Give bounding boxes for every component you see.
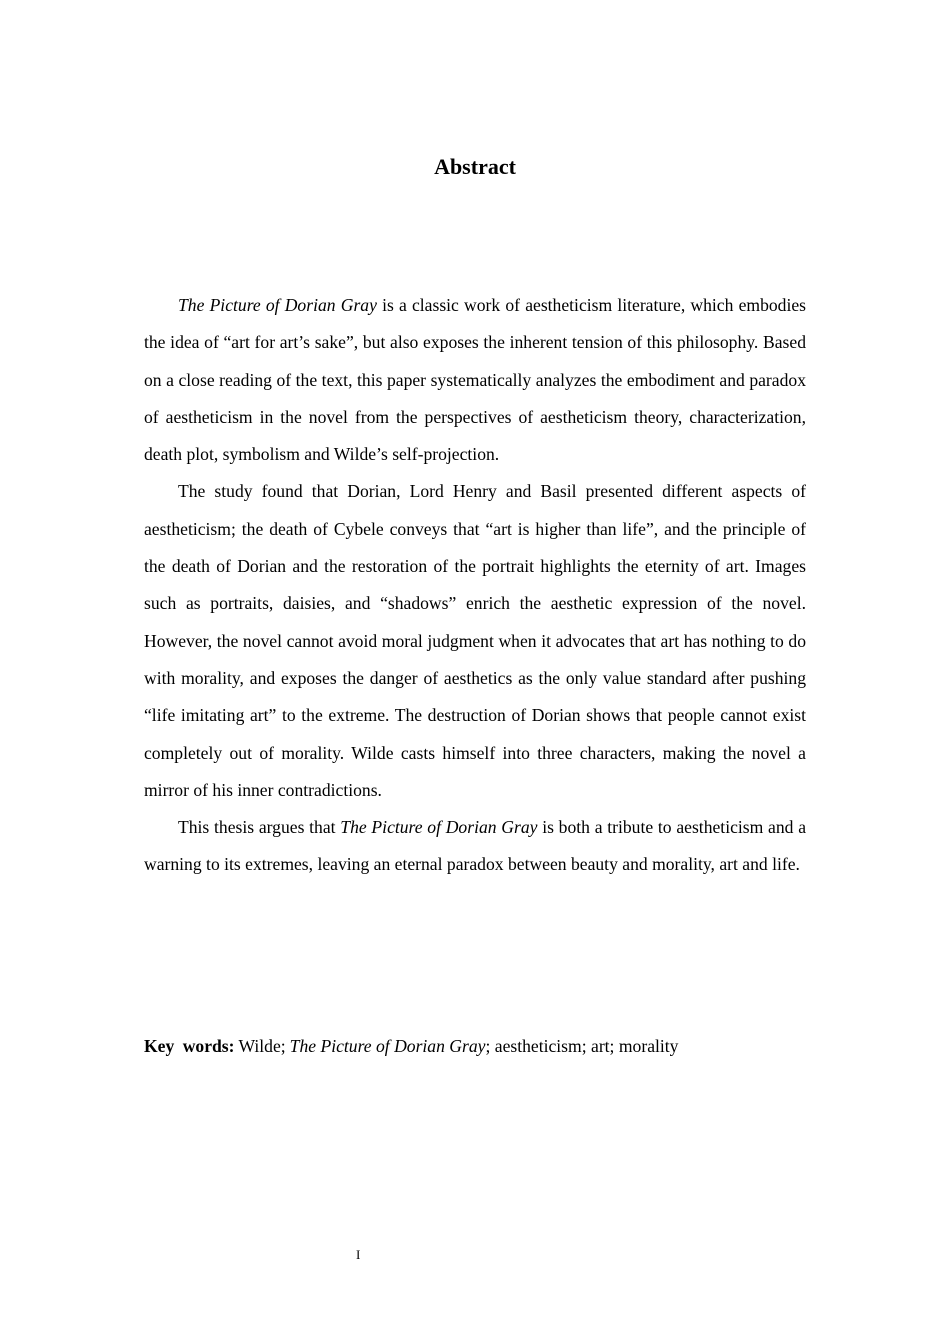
keyword-item-italic: The Picture of Dorian Gray (289, 1036, 486, 1056)
keywords-label: Key words: (144, 1036, 235, 1056)
keyword-item: ; aestheticism; art; morality (485, 1036, 679, 1056)
abstract-paragraph-3 (144, 809, 806, 884)
paragraph-1-text: is a classic work of aestheticism literature, which embodies the idea of “art for art’s sake”, but also exposes the inherent tension of this philosophy. Based on a close reading of the text, this paper systematically analyzes the embodiment and paradox of aestheticism in the novel from the perspectives of aestheticism theory, characterization, death plot, symbolism and Wilde’s self-projection. (144, 295, 807, 465)
page-number: I (356, 1247, 361, 1262)
keywords-line (144, 1029, 806, 1063)
book-title-italic: The Picture of Dorian Gray (340, 817, 538, 838)
paragraph-3-text-before: This thesis argues that (178, 817, 341, 838)
abstract-body (144, 287, 806, 884)
abstract-title: Abstract (434, 154, 516, 179)
keyword-item: Wilde; (238, 1036, 286, 1056)
book-title-italic: The Picture of Dorian Gray (178, 295, 377, 315)
abstract-paragraph-2: The study found that Dorian, Lord Henry and Basil presented different aspects of aestheticism; the death of Cybele conveys that “art is higher than life”, and the principle of the death of Dorian and the restoration of the portrait highlights the eternity of art. Images such as portraits, daisies, and “shadows” enrich the aesthetic expression of the novel. However, the novel cannot avoid moral judgment when it advocates that art has nothing to do with morality, and exposes the danger of aesthetics as the only value standard after pushing “life imitating art” to the extreme. The destruction of Dorian shows that people cannot exist completely out of morality. Wilde casts himself into three characters, making the novel a mirror of his inner contradictions. (144, 481, 806, 800)
abstract-paragraph-1 (144, 287, 806, 473)
paragraph-3-text-after: is both a tribute to aestheticism and a warning to its extremes, leaving an eternal paradox between beauty and morality, art and life. (144, 817, 806, 875)
